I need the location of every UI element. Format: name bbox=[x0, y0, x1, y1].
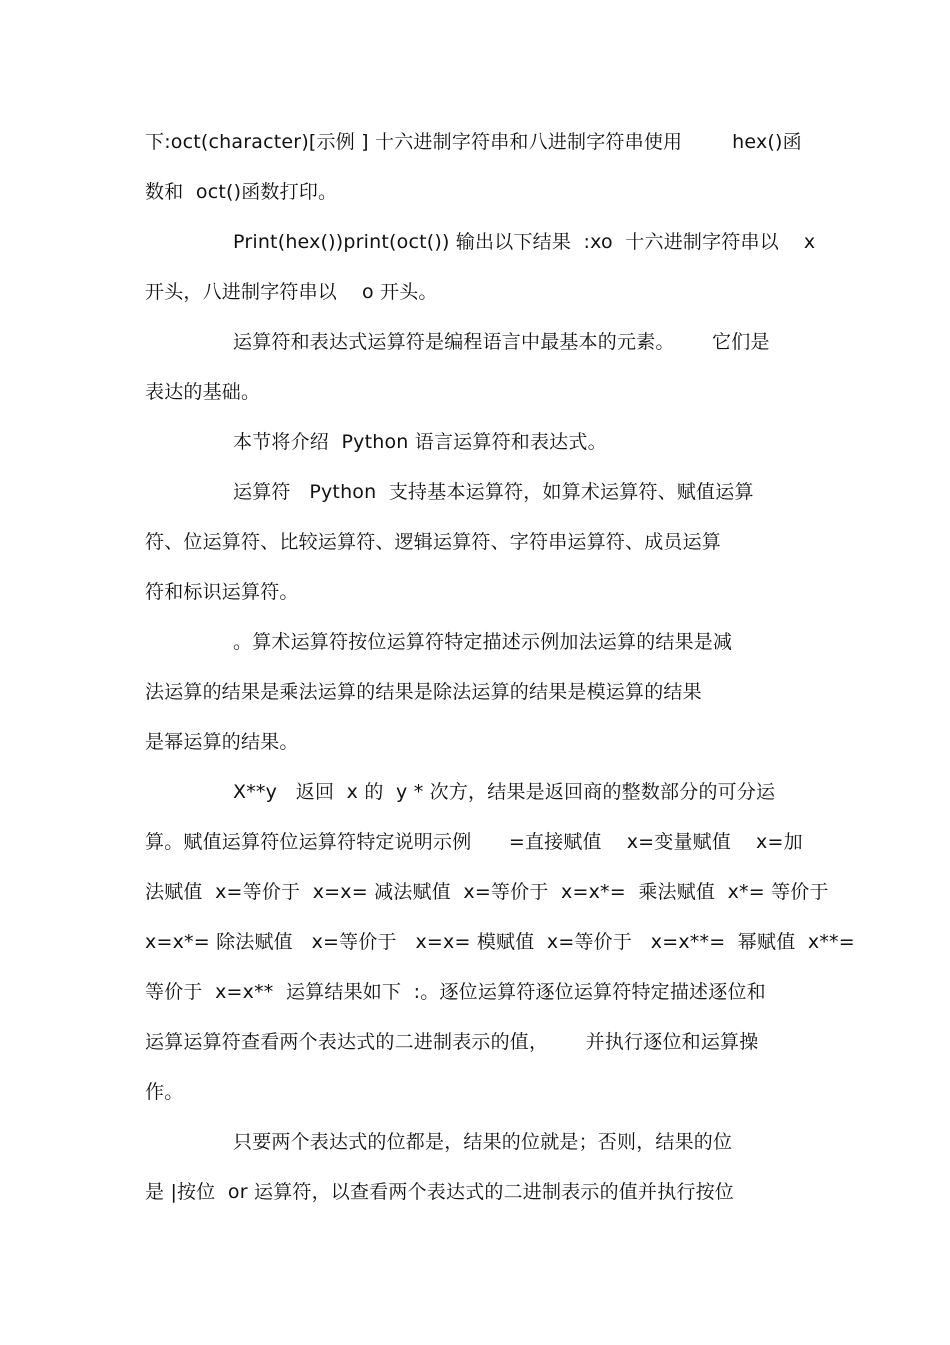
text-line: 是 |按位 or 运算符，以查看两个表达式的二进制表示的值并执行按位 bbox=[145, 1181, 734, 1203]
text-line: Print(hex())print(oct()) 输出以下结果 :xo 十六进制字符串以 x bbox=[233, 231, 816, 253]
text-line: 符和标识运算符。 bbox=[145, 581, 299, 603]
text-line: 运算运算符查看两个表达式的二进制表示的值， 并执行逐位和运算操 bbox=[145, 1031, 759, 1053]
text-line: 。算术运算符按位运算符特定描述示例加法运算的结果是减 bbox=[233, 631, 733, 653]
text-line: x=x*= 除法赋值 x=等价于 x=x= 模赋值 x=等价于 x=x**= 幂赋值 x**= bbox=[145, 931, 855, 953]
text-line: X**y 返回 x 的 y * 次方，结果是返回商的整数部分的可分运 bbox=[233, 781, 776, 803]
text-line: 等价于 x=x** 运算结果如下 :。逐位运算符逐位运算符特定描述逐位和 bbox=[145, 981, 766, 1003]
text-line: 运算符 Python 支持基本运算符，如算术运算符、赋值运算 bbox=[233, 481, 754, 503]
text-line: 作。 bbox=[145, 1081, 184, 1103]
text-line: 符、位运算符、比较运算符、逻辑运算符、字符串运算符、成员运算 bbox=[145, 531, 722, 553]
text-line: 开头，八进制字符串以 o 开头。 bbox=[145, 281, 438, 303]
text-line: 只要两个表达式的位都是，结果的位就是；否则，结果的位 bbox=[233, 1131, 733, 1153]
text-line: 法赋值 x=等价于 x=x= 减法赋值 x=等价于 x=x*= 乘法赋值 x*= 等价于 bbox=[145, 881, 829, 903]
text-line: 表达的基础。 bbox=[145, 381, 261, 403]
text-line: 下:oct(character)[示例 ] 十六进制字符串和八进制字符串使用 hex()函 bbox=[145, 131, 802, 153]
text-line: 运算符和表达式运算符是编程语言中最基本的元素。 它们是 bbox=[233, 331, 770, 353]
text-line: 数和 oct()函数打印。 bbox=[145, 181, 338, 203]
text-line: 算。赋值运算符位运算符特定说明示例 =直接赋值 x=变量赋值 x=加 bbox=[145, 831, 803, 853]
text-line: 法运算的结果是乘法运算的结果是除法运算的结果是模运算的结果 bbox=[145, 681, 702, 703]
text-line: 本节将介绍 Python 语言运算符和表达式。 bbox=[233, 431, 607, 453]
text-line: 是幂运算的结果。 bbox=[145, 731, 299, 753]
